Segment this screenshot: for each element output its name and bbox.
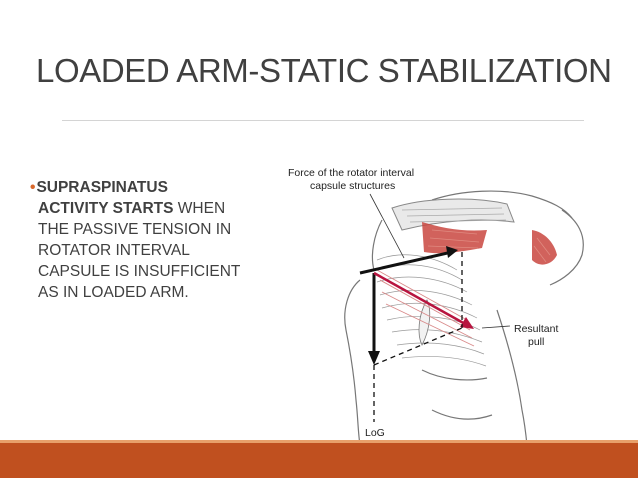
bullet-text-block: [30, 177, 280, 303]
label-resultant-line1: Resultant: [514, 323, 559, 335]
shoulder-diagram-svg: [282, 160, 592, 445]
supraspinatus-muscle: [422, 222, 487, 253]
capsule-striations: [377, 255, 486, 366]
bullet-marker: •: [30, 179, 36, 196]
slide-title: LOADED ARM-STATIC STABILIZATION: [36, 52, 612, 89]
label-log: LoG: [365, 427, 385, 439]
bullet-line-3: THE PASSIVE TENSION IN: [38, 221, 232, 238]
bullet-line-1: [30, 177, 280, 198]
footer-accent-bar: [0, 443, 638, 478]
label-force-line1: Force of the rotator interval: [288, 167, 415, 179]
shoulder-diagram: [282, 160, 592, 445]
bullet-bold-line1: SUPRASPINATUS: [36, 179, 168, 196]
label-force-line2: capsule structures: [310, 180, 396, 192]
load-arrow: [368, 273, 380, 365]
bullet-line-4: ROTATOR INTERVAL: [38, 242, 190, 259]
clavicle: [392, 199, 514, 230]
bullet-bold-line2: ACTIVITY STARTS: [38, 200, 174, 217]
bullet-line-6: AS IN LOADED ARM.: [38, 284, 189, 301]
bullet-line-5: CAPSULE IS INSUFFICIENT: [38, 263, 241, 280]
label-resultant-line2: pull: [528, 336, 545, 348]
subscapularis-muscle: [532, 230, 557, 265]
title-divider: [62, 120, 584, 121]
bullet-line2-rest: WHEN: [173, 200, 226, 217]
bullet-line-2: [30, 198, 280, 219]
